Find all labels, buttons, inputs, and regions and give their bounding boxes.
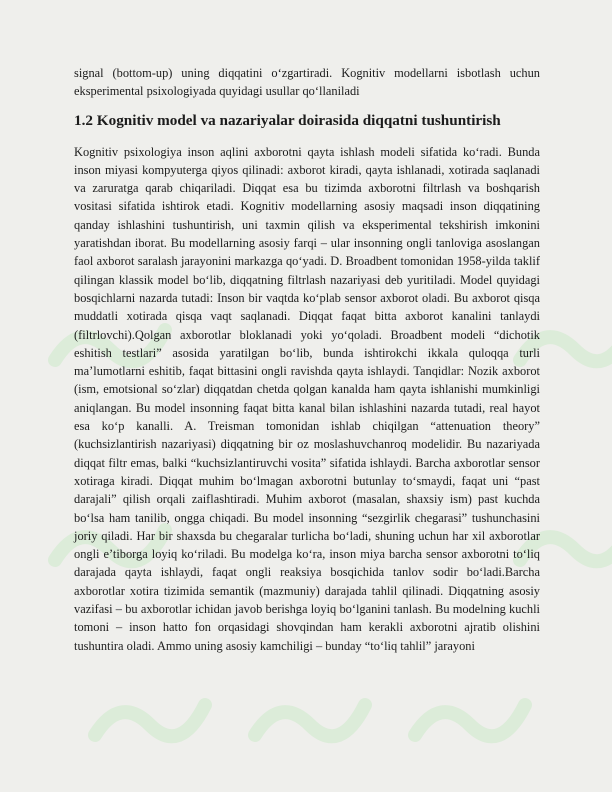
intro-paragraph: signal (bottom-up) uning diqqatini o‘zgartiradi. Kognitiv modellarni isbotlash uchun eksperimental psixologiyada quyidagi usullar qo‘llaniladi: [74, 66, 540, 99]
body-paragraph: Kognitiv psixologiya inson aqlini axborotni qayta ishlash modeli sifatida ko‘radi. Bunda inson miyasi kompyuterga qiyos qilinadi: axborot kiradi, qayta ishlanadi, xotirada saqlanadi va zaruratga qarab chiqariladi. Diqqat esa bu tizimda axborotni filtrlash va boshqarish vositasi sifatida ishtirok etadi. Kognitiv modellarning asosiy maqsadi inson diqqatining qanday ishlashini tushuntirish, uni taxmin qilish va eksperimental tekshirish imkonini yaratishdan iborat. Bu modellarning asosiy farqi – ular insonning ongli tanloviga asoslangan faol axborot saralash jarayonini markazga qo‘yadi. D. Broadbent tomonidan 1958-yilda taklif qilingan klassik model bo‘lib, diqqatning filtrlash nazariyasi deb yuritiladi. Model quyidagi bosqichlarni nazarda tutadi: Inson bir vaqtda ko‘plab sensor axborot oladi. Bu axborot qisqa muddatli xotirada qisqa vaqt saqlanadi. Diqqat faqat bitta axborot kanalini tanlaydi (filtrlovchi).Qolgan axborotlar bloklanadi yoki yo‘qoladi. Broadbent modeli “dichotik eshitish testlari” asosida yaratilgan bo‘lib, bunda ishtirokchi ikkala quloqqa turli ma’lumotlarni eshitib, faqat bittasini ongli ravishda qayta ishlaydi. Tanqidlar: Nozik axborot (ism, emotsional so‘zlar) diqqatdan chetda qolgan kanalda ham qayta ishlanishi mumkinligi aniqlangan. Bu model insonning faqat bitta kanal bilan ishlashini nazarda tutadi, real hayot esa ko‘p kanalli. A. Treisman tomonidan ishlab chiqilgan “attenuation theory” (kuchsizlantirish nazariyasi) diqqatning bir oz moslashuvchanroq modelidir. Bu nazariyada diqqat filtr emas, balki “kuchsizlantiruvchi vosita” sifatida ishlaydi. Barcha axborotlar sensor xotiraga kiradi. Diqqat muhim bo‘lmagan axborotni butunlay to‘smaydi, faqat uni “past darajali” qilish orqali zaiflashtiradi. Muhim axborot (masalan, shaxsiy ism) past kuchda bo‘lsa ham tanilib, ongga chiqadi. Bu model insonning “sezgirlik chegarasi” tushunchasini joriy qiladi. Har bir shaxsda bu chegaralar turlicha bo‘ladi, shuning uchun har xil axborotlar ongli e’tiborga loyiq ko‘riladi. Bu modelga ko‘ra, inson miya barcha sensor axborotni to‘liq darajada qayta ishlaydi, faqat ongli reaksiya bosqichida tanlov sodir bo‘ladi.Barcha axborotlar xotira tizimida semantik (mazmuniy) darajada tahlil qilinadi. Diqqatning asosiy vazifasi – bu axborotlar ichidan javob berishga loyiq bo‘lganini tanlash. Bu modelning kuchli tomoni – inson hatto fon orqasidagi shovqindan ham kerakli axborotni ajratib olishini tushuntira oladi. Ammo uning asosiy kamchiligi – bunday “to‘liq tahlil” jarayoni: [74, 144, 540, 653]
section-heading: 1.2 Kognitiv model va nazariyalar doirasida diqqatni tushuntirish: [74, 111, 501, 129]
document-page: [74, 64, 540, 655]
